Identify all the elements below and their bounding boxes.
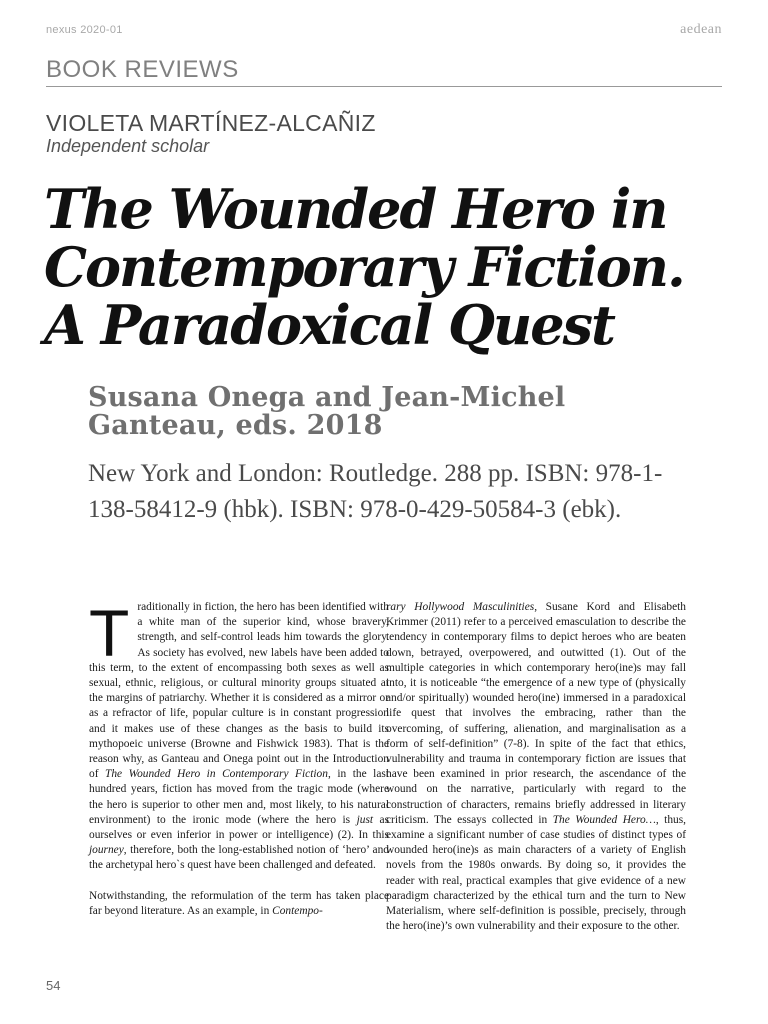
book-title-line: The Wounded Hero in xyxy=(44,177,667,241)
book-editors xyxy=(88,384,688,440)
emphasis: journey xyxy=(89,844,124,857)
text-run: raditionally in fiction, the hero has been identified with a white man of the superior kind, whose bravery, strength, and self-control leads him towards the glory. As society has evolved, new labels have been added to this term, to the extent of encompassing both sexes as well as sexual, ethnic, religious, or cultural minority groups situated at the margins of patriarchy. Whether it is considered as a mirror or as a refractor of life, popular culture is in constant progression and it makes use of these changes as the basis to build its mythopoeic universe (Browne and Fishwick 1983). That is the reason why, as Ganteau and Onega point out in the Introduction of xyxy=(89,601,389,781)
running-header xyxy=(46,24,722,40)
body-column-left xyxy=(89,596,390,934)
paragraph xyxy=(386,600,686,934)
text-run: , Susane Kord and Elisabeth Krimmer (2011) refer to a perceived emasculation to describe the tendency in contemporary films to depict heroes who are beaten down, betrayed, overpowered, and outwitted (1). Out of the multiple categories in which contemporary hero(ine)s may fall into, it is noticeable “the emergence of a new type of (physically and/or spiritually) wounded hero(ine) immersed in a paradoxical life quest that involves the embracing, rather than the overcoming, of suffering, alienation, and marginalisation as a form of self-definition” (7-8). In spite of the fact that ethics, vulnerability and trauma in contemporary fiction are issues that have been examined in prior research, the ascendance of the wound on the narrative, particularly with regard to the construction of characters, remains briefly addressed in literary criticism. The essays collected in xyxy=(386,601,686,826)
book-title-line: Contemporary Fiction. xyxy=(44,235,684,299)
paragraph xyxy=(89,889,389,919)
text-run: , in the last hundred years, fiction has moved from the tragic mode (where the hero is superior to other men and, most likely, to his natural environment) to the ironic mode (where the hero is xyxy=(89,768,389,826)
section-title: BOOK REVIEWS xyxy=(46,56,722,87)
reviewer-name: VIOLETA MARTÍNEZ-ALCAÑIZ xyxy=(46,110,376,136)
editors-line: Susana Onega and Jean-Michel xyxy=(88,382,566,413)
book-title xyxy=(44,177,734,357)
publisher-brand: aedean xyxy=(680,22,722,37)
text-run: as ourselves or even inferior in power or intelligence) (2). In this xyxy=(89,813,390,842)
text-run: Notwithstanding, the reformulation of the term has taken place far beyond literature. As an example, in xyxy=(89,889,389,917)
journal-issue: nexus 2020-01 xyxy=(46,24,123,36)
book-title-ref: The Wounded Hero… xyxy=(552,813,656,826)
emphasis: just xyxy=(356,813,374,826)
text-run: , thus, examine a significant number of case studies of distinct types of wounded hero(ine)s as main characters of a variety of English novels from the 1980s onwards. By doing so, it provides the reader with real, practical examples that give evidence of a new paradigm characterized by the ethical turn and the turn to New Materialism, where self-definition is possible, precisely, through the hero(ine)’s own vulnerability and their exposure to the other. xyxy=(386,813,686,933)
editors-line: Ganteau, eds. 2018 xyxy=(88,410,383,441)
body-column-right xyxy=(386,600,686,949)
film-title-ref: rary Hollywood Masculinities xyxy=(386,601,535,613)
publication-details: New York and London: Routledge. 288 pp. ISBN: 978-1-138-58412-9 (hbk). ISBN: 978-0-429-50584-3 (ebk). xyxy=(88,460,663,523)
book-title-line: A Paradoxical Quest xyxy=(44,293,614,357)
page-number: 54 xyxy=(46,978,61,993)
paragraph xyxy=(89,596,390,874)
text-run: , therefore, both the long-established notion of ‘hero’ and the archetypal hero`s quest have been challenged and defeated. xyxy=(89,844,389,872)
drop-cap: T xyxy=(89,596,130,670)
book-title-ref: The Wounded Hero in Contemporary Fiction xyxy=(105,768,328,781)
film-title-ref: Contempo- xyxy=(272,904,323,917)
reviewer-affiliation: Independent scholar xyxy=(46,136,210,156)
